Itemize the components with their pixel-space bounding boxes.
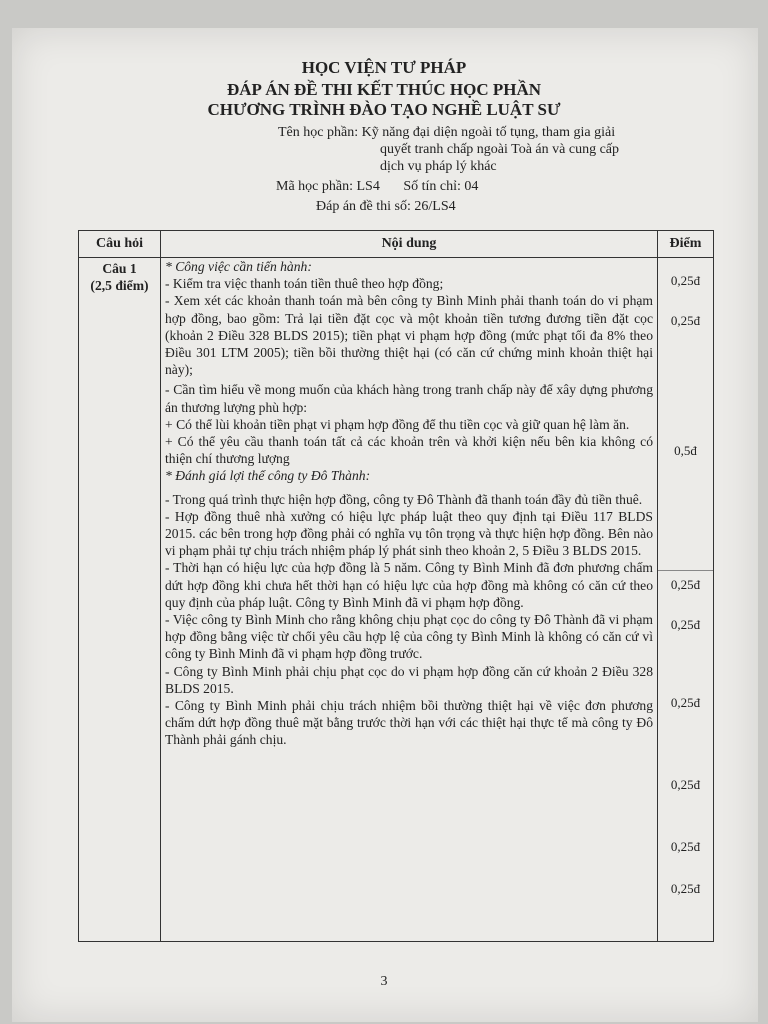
- score-value: 0,25đ: [670, 273, 701, 288]
- score-value: 0,25đ: [670, 313, 701, 328]
- content-item: - Trong quá trình thực hiện hợp đồng, công ty Đô Thành đã thanh toán đầy đủ tiền thuê.: [165, 491, 643, 507]
- score-value: 0,25đ: [670, 577, 701, 592]
- table-header-row: [79, 231, 714, 258]
- score-value: 0,5đ: [674, 443, 697, 458]
- score-value: 0,25đ: [670, 777, 701, 792]
- score-value: 0,25đ: [670, 617, 701, 632]
- content-header: Nội dung: [161, 231, 658, 258]
- course-name-block: [278, 124, 708, 175]
- score-cell: [658, 258, 714, 942]
- score-divider: [658, 570, 713, 571]
- course-code-value: LS4: [356, 179, 380, 194]
- content-item: - Công ty Bình Minh phải chịu phạt cọc do vi phạm hợp đồng căn cứ khoản 2 Điều 328 BLDS 2015.: [165, 663, 653, 696]
- question-label: Câu 1: [102, 261, 137, 276]
- content-item: - Việc công ty Bình Minh cho rằng không chịu phạt cọc do công ty Đô Thành đã vi phạm hợp đồng bằng việc từ chối yêu cầu hợp lệ của công ty Bình Minh là không có căn cứ vì công ty Bình Minh đã vi phạm hợp đồng trước.: [165, 612, 653, 662]
- institution-name: HỌC VIỆN TƯ PHÁP: [301, 58, 467, 77]
- document-title: ĐÁP ÁN ĐỀ THI KẾT THÚC HỌC PHẦN: [226, 80, 542, 99]
- credits-value: 04: [464, 179, 479, 194]
- exam-number-label: Đáp án đề thi số:: [316, 199, 411, 214]
- question-points: (2,5 điểm): [90, 278, 149, 294]
- credits-label: Số tín chỉ:: [403, 179, 461, 194]
- exam-number-row: [316, 198, 456, 215]
- table-row: [79, 258, 714, 942]
- course-line-1: Kỹ năng đại diện ngoài tố tụng, tham gia giải: [361, 125, 616, 140]
- page-number: 3: [380, 974, 388, 989]
- course-line-3: dịch vụ pháp lý khác: [380, 159, 497, 174]
- content-item: - Thời hạn có hiệu lực của hợp đồng là 5 năm. Công ty Bình Minh đã đơn phương chấm dứt hợp đồng khi chưa hết thời hạn có hiệu lực của hợp đồng mà không có căn cứ theo quy định của pháp luật. Công ty Bình Minh đã vi phạm hợp đồng.: [165, 560, 653, 610]
- course-line-2: quyết tranh chấp ngoài Toà án và cung cấp: [380, 142, 620, 157]
- content-subitem: + Có thể lùi khoản tiền phạt vi phạm hợp đồng để thu tiền cọc và giữ quan hệ làm ăn.: [165, 416, 630, 432]
- answer-table: [78, 230, 714, 942]
- score-value: 0,25đ: [670, 839, 701, 854]
- content-item: - Công ty Bình Minh phải chịu trách nhiệm bồi thường thiệt hại về việc đơn phương chấm dứt hợp đồng thuê mặt bằng trước thời hạn với các thiệt hại thực tế mà công ty Đô Thành phải gánh chịu.: [165, 698, 653, 748]
- section-title-tasks: * Công việc cần tiến hành:: [165, 259, 312, 274]
- score-value: 0,25đ: [670, 695, 701, 710]
- course-code-label: Mã học phần:: [276, 179, 353, 194]
- question-cell: [79, 258, 161, 942]
- course-code-row: [276, 178, 478, 195]
- question-header: Câu hỏi: [79, 231, 161, 258]
- content-item: - Cần tìm hiểu về mong muốn của khách hàng trong tranh chấp này để xây dựng phương án thương lượng phù hợp:: [165, 382, 653, 415]
- content-item: - Hợp đồng thuê nhà xưởng có hiệu lực pháp luật theo quy định tại Điều 117 BLDS 2015. các bên trong hợp đồng phải có nghĩa vụ tôn trọng và thực hiện hợp đồng. Bên nào vi phạm phải tự chịu trách nhiệm pháp lý phát sinh theo khoản 2, 5 Điều 3 BLDS 2015.: [165, 508, 653, 559]
- content-item: - Xem xét các khoản thanh toán mà bên công ty Bình Minh phải thanh toán do vi phạm hợp đồng, bao gồm: Trả lại tiền đặt cọc và một khoản tiền tương đương tiền đặt cọc (khoản 2 Điều 328 BLDS 2015); tiền phạt vi phạm hợp đồng (mức phạt tối đa 8% theo Điều 301 LTM 2005); tiền bồi thường thiệt hại (có căn cứ chứng minh khoản thiệt hại này);: [165, 293, 653, 378]
- program-title: CHƯƠNG TRÌNH ĐÀO TẠO NGHỀ LUẬT SƯ: [207, 100, 561, 119]
- content-subitem: + Có thể yêu cầu thanh toán tất cả các khoản trên và khởi kiện nếu bên kia không có thiện chí thương lượng: [165, 434, 653, 467]
- score-header: Điểm: [658, 231, 714, 258]
- section-title-advantages: * Đánh giá lợi thế công ty Đô Thành:: [165, 468, 371, 484]
- exam-number-value: 26/LS4: [414, 199, 456, 214]
- content-item: - Kiểm tra việc thanh toán tiền thuê theo hợp đồng;: [165, 276, 444, 292]
- course-label: Tên học phần:: [278, 125, 359, 140]
- content-cell: [161, 258, 658, 942]
- score-value: 0,25đ: [670, 881, 701, 896]
